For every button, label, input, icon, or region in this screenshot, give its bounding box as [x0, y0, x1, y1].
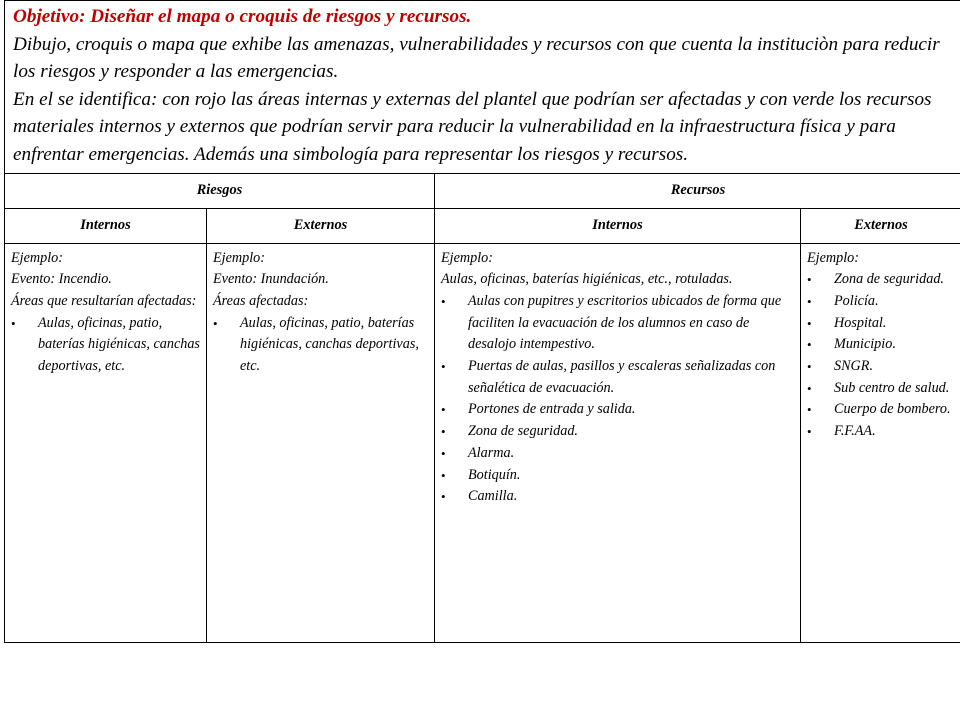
cell-riesgos-internos — [5, 243, 207, 642]
bullet-list — [807, 269, 955, 443]
list-item-text: Zona de seguridad. — [468, 423, 578, 440]
cell-riesgos-externos — [207, 243, 435, 642]
bullet-list — [213, 313, 428, 378]
list-item — [807, 356, 955, 378]
bullet-icon: • — [807, 424, 812, 440]
example-line: Evento: Inundación. — [213, 271, 329, 288]
bullet-icon: • — [807, 272, 812, 288]
list-item-text: Zona de seguridad. — [834, 271, 944, 288]
list-item — [807, 378, 955, 400]
example-line: Áreas que resultarían afectadas: — [11, 292, 197, 309]
document-table-wrapper — [4, 0, 960, 669]
list-item — [441, 421, 794, 443]
bullet-icon: • — [807, 402, 812, 418]
objective-heading: Objetivo: Diseñar el mapa o croquis de riesgos y recursos. — [13, 6, 472, 27]
list-item-text: F.F.AA. — [834, 423, 876, 440]
list-item-text: Alarma. — [468, 444, 515, 461]
bullet-icon: • — [807, 359, 812, 375]
cell-recursos-internos — [435, 243, 801, 642]
list-item-text: Puertas de aulas, pasillos y escaleras señalizadas con señalética de evacuación. — [468, 358, 776, 396]
list-item-text: Portones de entrada y salida. — [468, 401, 636, 418]
list-item-text: Camilla. — [468, 488, 518, 505]
example-line: Aulas, oficinas, baterías higiénicas, etc., rotuladas. — [441, 271, 733, 288]
example-line: Ejemplo: — [11, 249, 64, 266]
list-item-text: Sub centro de salud. — [834, 379, 950, 396]
bullet-list — [11, 313, 200, 378]
example-line: Ejemplo: — [441, 249, 494, 266]
list-item — [441, 291, 794, 356]
list-item — [807, 269, 955, 291]
list-item — [441, 465, 794, 487]
header-recursos-internos: Internos — [435, 208, 801, 243]
list-item-text: SNGR. — [834, 358, 874, 375]
list-item-text: Municipio. — [834, 336, 896, 353]
bullet-icon: • — [441, 467, 446, 483]
cell-recursos-externos — [801, 243, 960, 642]
header-riesgos: Riesgos — [5, 173, 435, 208]
list-item-text: Hospital. — [834, 314, 887, 331]
list-item — [441, 443, 794, 465]
list-item — [11, 313, 200, 378]
intro-paragraph-2: En el se identifica: con rojo las áreas internas y externas del plantel que podrían ser afectadas y con verde los recursos materiales internos y externos que podrían servir para reducir la vulnerabilidad en la infraestructura física y para enfrentar emergencias. Además una simbología para representar los riesgos y recursos. — [13, 88, 932, 165]
list-item — [441, 486, 794, 508]
list-item-text: Policía. — [834, 292, 879, 309]
intro-cell — [5, 1, 960, 174]
risk-resource-table — [4, 0, 960, 643]
bullet-icon: • — [807, 380, 812, 396]
bullet-icon: • — [11, 315, 16, 331]
list-item-text: Botiquín. — [468, 466, 521, 483]
list-item-text: Aulas, oficinas, patio, baterías higiénicas, canchas deportivas, etc. — [240, 314, 419, 375]
header-recursos-externos: Externos — [801, 208, 960, 243]
bullet-icon: • — [213, 315, 218, 331]
header-recursos: Recursos — [435, 173, 960, 208]
header-riesgos-externos: Externos — [207, 208, 435, 243]
list-item-text: Aulas con pupitres y escritorios ubicados de forma que faciliten la evacuación de los alumnos en caso de desalojo intempestivo. — [468, 292, 782, 353]
list-item — [213, 313, 428, 378]
example-line: Ejemplo: — [807, 249, 860, 266]
list-item — [807, 399, 955, 421]
list-item — [441, 356, 794, 399]
bullet-icon: • — [807, 337, 812, 353]
list-item-text: Cuerpo de bombero. — [834, 401, 951, 418]
bullet-icon: • — [441, 424, 446, 440]
list-item — [807, 313, 955, 335]
list-item — [441, 399, 794, 421]
list-item — [807, 421, 955, 443]
bullet-icon: • — [441, 489, 446, 505]
list-item — [807, 334, 955, 356]
bullet-icon: • — [441, 445, 446, 461]
list-item-text: Aulas, oficinas, patio, baterías higiénicas, canchas deportivas, etc. — [38, 314, 200, 375]
intro-paragraph-1: Dibujo, croquis o mapa que exhibe las amenazas, vulnerabilidades y recursos con que cuenta la instituciòn para reducir los riesgos y responder a las emergencias. — [13, 33, 940, 83]
example-line: Ejemplo: — [213, 249, 266, 266]
bullet-icon: • — [441, 293, 446, 309]
bullet-icon: • — [807, 315, 812, 331]
bullet-list — [441, 291, 794, 508]
list-item — [807, 291, 955, 313]
example-line: Áreas afectadas: — [213, 292, 309, 309]
bullet-icon: • — [807, 293, 812, 309]
header-riesgos-internos: Internos — [5, 208, 207, 243]
bullet-icon: • — [441, 359, 446, 375]
bullet-icon: • — [441, 402, 446, 418]
example-line: Evento: Incendio. — [11, 271, 112, 288]
